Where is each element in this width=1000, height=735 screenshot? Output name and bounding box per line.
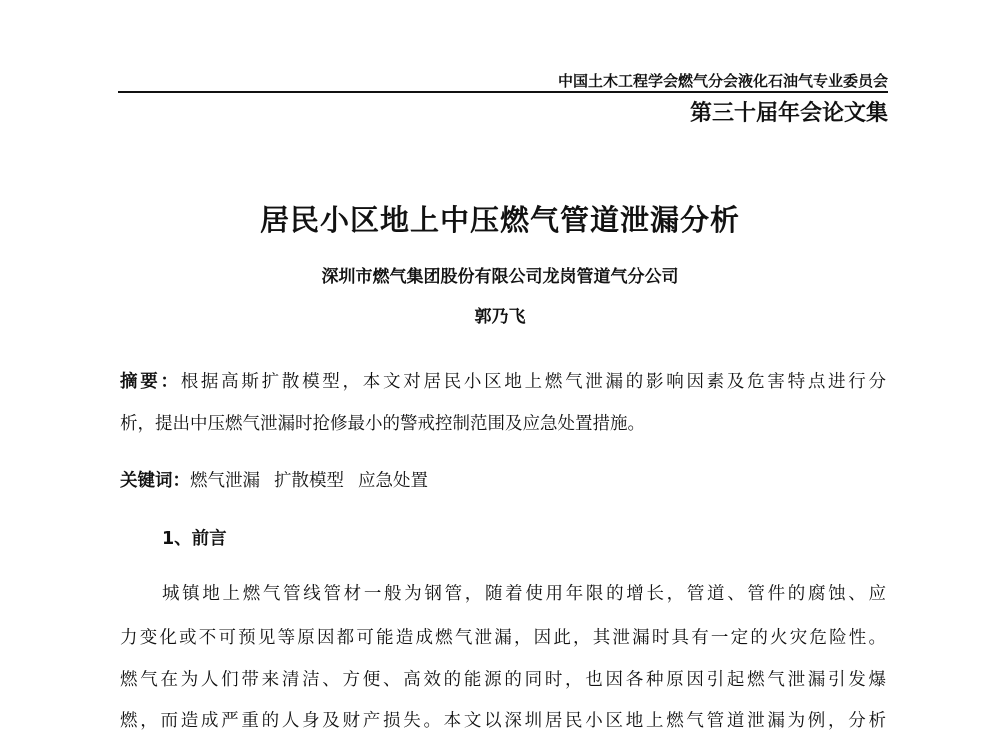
body-line-4: 燃，而造成严重的人身及财产损失。本文以深圳居民小区地上燃气管道泄漏为例，分析 — [120, 711, 886, 731]
keywords-label: 关键词： — [120, 471, 190, 491]
author-affiliation: 深圳市燃气集团股份有限公司龙岗管道气分公司 — [321, 267, 679, 287]
header-divider — [118, 91, 888, 93]
abstract-line-1 — [120, 370, 886, 394]
keyword-item: 扩散模型 — [274, 471, 344, 491]
paper-title: 居民小区地上中压燃气管道泄漏分析 — [259, 203, 740, 237]
body-line-1: 城镇地上燃气管线管材一般为钢管，随着使用年限的增长，管道、管件的腐蚀、应 — [162, 584, 886, 604]
keyword-item: 燃气泄漏 — [190, 471, 260, 491]
keywords-line — [120, 469, 428, 493]
abstract-label: 摘要： — [120, 372, 181, 392]
abstract-text-1: 根据高斯扩散模型，本文对居民小区地上燃气泄漏的影响因素及危害特点进行分 — [180, 372, 887, 392]
body-line-2: 力变化或不可预见等原因都可能造成燃气泄漏，因此，其泄漏时具有一定的火灾危险性。 — [120, 628, 886, 648]
abstract-line-2: 析，提出中压燃气泄漏时抢修最小的警戒控制范围及应急处置措施。 — [120, 414, 645, 434]
author-name: 郭乃飞 — [474, 307, 526, 327]
section-heading-introduction: 1、前言 — [162, 529, 227, 549]
header-collection-title: 第三十届年会论文集 — [689, 101, 888, 126]
header-organization: 中国土木工程学会燃气分会液化石油气专业委员会 — [557, 72, 888, 90]
keyword-item: 应急处置 — [358, 471, 428, 491]
body-line-3: 燃气在为人们带来清洁、方便、高效的能源的同时，也因各种原因引起燃气泄漏引发爆 — [120, 670, 886, 690]
